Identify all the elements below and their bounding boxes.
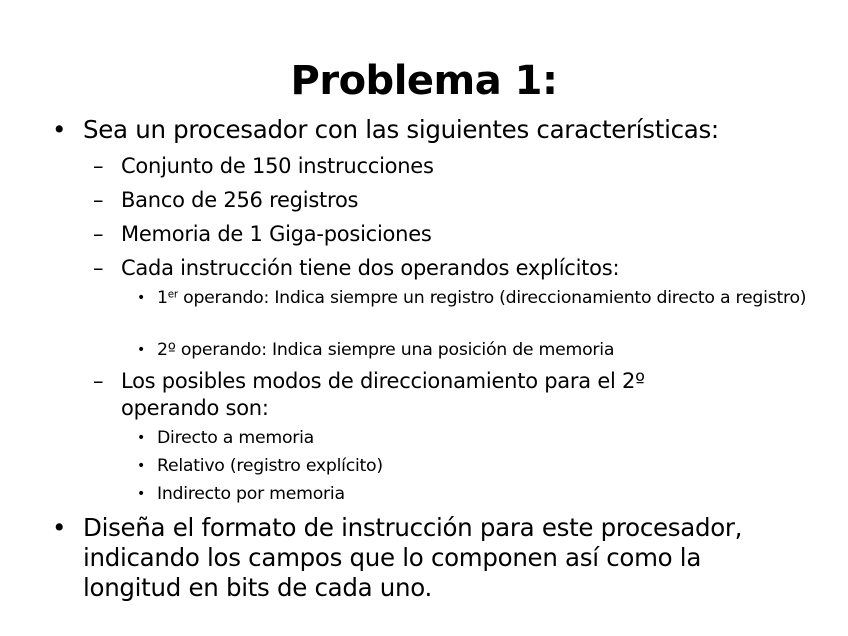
ordinal-suffix: er bbox=[167, 288, 178, 301]
sub-bullet-item bbox=[93, 221, 813, 248]
dash-marker: – bbox=[93, 154, 104, 178]
sub-sub-bullet-item bbox=[133, 287, 813, 310]
bullet-marker: • bbox=[52, 115, 67, 144]
sub-bullet-text: Cada instrucción tiene dos operandos explícitos: bbox=[121, 256, 620, 280]
sub-bullet-text: Conjunto de 150 instrucciones bbox=[121, 154, 434, 178]
sub-sub-bullet-item bbox=[133, 455, 813, 478]
bullet-marker: • bbox=[52, 513, 67, 542]
sub-bullet-item bbox=[93, 368, 813, 422]
bullet-item bbox=[48, 513, 828, 603]
sub-bullet-text: Memoria de 1 Giga-posiciones bbox=[121, 222, 432, 246]
slide-title: Problema 1: bbox=[290, 58, 558, 104]
bullet-text: Sea un procesador con las siguientes características: bbox=[83, 115, 719, 144]
bullet-marker: • bbox=[137, 458, 146, 474]
bullet-marker: • bbox=[137, 430, 146, 446]
dash-marker: – bbox=[93, 188, 104, 212]
dash-marker: – bbox=[93, 222, 104, 246]
sub-sub-bullet-text: Indirecto por memoria bbox=[157, 484, 345, 504]
bullet-marker: • bbox=[137, 486, 146, 502]
sub-bullet-item bbox=[93, 255, 813, 282]
sub-sub-bullet-item bbox=[133, 427, 813, 450]
sub-sub-bullet-text: Directo a memoria bbox=[157, 428, 315, 448]
sub-sub-bullet-item bbox=[133, 339, 813, 362]
sub-bullet-item bbox=[93, 153, 813, 180]
ordinal-number: 1 bbox=[157, 288, 168, 308]
dash-marker: – bbox=[93, 256, 104, 280]
sub-bullet-text: Los posibles modos de direccionamiento para el 2º operando son: bbox=[121, 369, 645, 420]
bullet-marker: • bbox=[137, 342, 146, 358]
bullet-item bbox=[48, 115, 828, 145]
sub-sub-bullet-text: 2º operando: Indica siempre una posición de memoria bbox=[157, 340, 615, 360]
sub-sub-bullet-text: Relativo (registro explícito) bbox=[157, 456, 383, 476]
bullet-text: Diseña el formato de instrucción para este procesador, indicando los campos que lo componen así como la longitud en bits de cada uno. bbox=[83, 513, 743, 602]
bullet-marker: • bbox=[137, 290, 146, 306]
operand-text: operando: Indica siempre un registro (direccionamiento directo a registro) bbox=[177, 288, 807, 308]
sub-sub-bullet-text bbox=[157, 287, 813, 310]
sub-bullet-text: Banco de 256 registros bbox=[121, 188, 359, 212]
sub-bullet-item bbox=[93, 187, 813, 214]
sub-sub-bullet-item bbox=[133, 483, 813, 506]
dash-marker: – bbox=[93, 369, 104, 393]
